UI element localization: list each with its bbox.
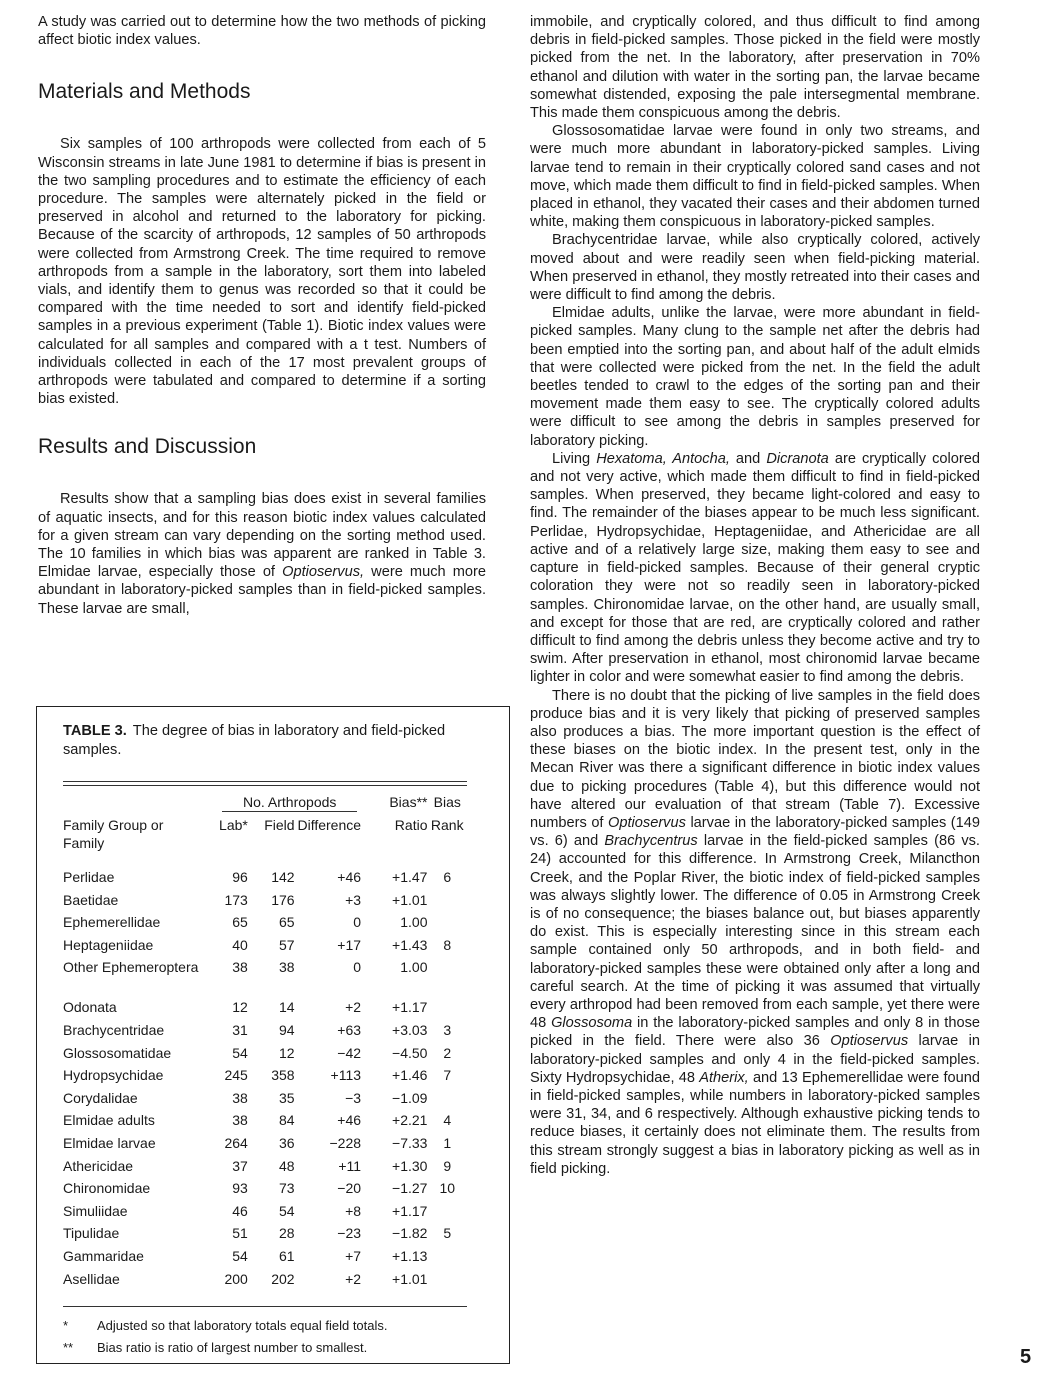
table-row: Perlidae 96 142 +46 +1.47 6	[63, 869, 452, 885]
right-paragraph-6: There is no doubt that the picking of live samples in the field does produce bias and it is very likely that picking of preserved samples also produces a bias. The more important question is the effect of these biases on the biotic index. In the present test, only in the Mecan River was there a significant difference in biotic index values due to picking procedures (Table 4), but this difference would not have altered our evaluation of that stream (Table 7). Excessive numbers of Optioservus larvae in the laboratory-picked samples (149 vs. 6) and Brachycentrus larvae in the field-picked samples (86 vs. 24) accounted for this difference. In Armstrong Creek, Milancthon Creek, and the Poplar River, the biotic index of field-picked samples was always slightly lower. The difference of 0.05 in Armstrong Creek is of no consequence; the biases balance out, but biases apparently do exist. This is especially interesting since in this stream each sample contained only 50 arthropods, and in both field- and laboratory-picked samples these were obtained only after a long and careful search. At the time of picking it was assumed that virtually every arthropod had been removed from each sample, yet there were 48 Glossosoma in the laboratory-picked samples and only 8 in those picked in the field. There were also 36 Optioservus larvae in laboratory-picked samples and only 4 in the field-picked samples. Sixty Hydropsychidae, 48 Atherix, and 13 Ephemerellidae were found in field-picked samples, while numbers in laboratory-picked samples were 31, 34, and 6 respectively. Although exhaustive picking tends to reduce biases, it certainly does not eliminate them. The results from this stream strongly suggest a bias in laboratory picking as well as in field picking.	[530, 687, 981, 1177]
results-italic-optioservus: Optioservus,	[282, 564, 365, 581]
table-row: Odonata 12 14 +2 +1.17	[63, 999, 428, 1016]
page-number: 5	[1020, 1346, 1032, 1368]
methods-paragraph: Six samples of 100 arthropods were collected from each of 5 Wisconsin streams in late June 1981 to determine if bias is present in the two sampling procedures and to estimate the efficiency of each procedure. The samples were alternately picked in the field or preserved in alcohol and returned to the laboratory for picking. Because of the scarcity of arthropods, 12 samples of 50 arthropods were collected from Armstrong Creek. The time required to remove arthropods from a sample in the laboratory, sort them into labeled vials, and identify them to genus was recorded so that it could be compared with the time needed to sort and identify field-picked samples in a previous experiment (Table 1). Biotic index values were calculated for all samples and compared with a t test. Numbers of individuals collected in each of the 17 most prevalent groups of arthropods were tabulated and compared to determine if a sorting bias existed.	[38, 136, 486, 408]
table-row: Glossosomatidae 54 12 −42 −4.50 2	[63, 1044, 452, 1061]
results-paragraph	[38, 490, 486, 617]
table-row: Elmidae adults 38 84 +46 +2.21 4	[63, 1112, 452, 1129]
table-bottom-rule	[63, 1306, 467, 1307]
header-no-arthropods: No. Arthropods	[222, 793, 357, 812]
table-row: Baetidae 173 176 +3 +1.01	[63, 891, 428, 908]
header-bias-top: Bias**	[389, 794, 428, 810]
results-text-b: were much more abundant in laboratory-picked samples than in field-picked samples. These larvae are small,	[38, 564, 486, 617]
footnote-1	[63, 1318, 388, 1334]
footnote-2-mark: **	[63, 1340, 74, 1355]
footnote-2-text: Bias ratio is ratio of largest number to smallest.	[97, 1340, 368, 1355]
table-row: Tipulidae 51 28 −23 −1.82 5	[63, 1225, 452, 1242]
table-row: Hydropsychidae 245 358 +113 +1.46 7	[63, 1067, 452, 1084]
table-top-rule	[63, 781, 467, 782]
table-row: Simuliidae 46 54 +8 +1.17	[63, 1202, 428, 1219]
footnote-1-text: Adjusted so that laboratory totals equal field totals.	[97, 1318, 388, 1333]
header-lab: Lab*	[219, 817, 248, 833]
header-difference: Difference	[297, 817, 362, 833]
table-3-box	[36, 706, 510, 1364]
table-row: Other Ephemeroptera 38 38 0 1.00	[63, 959, 428, 976]
right-paragraph-5: Living Hexatoma, Antocha, and Dicranota are cryptically colored and not very active, which made them difficult to find in field-picked samples. When preserved, they became light-colored and easy to find. The remainder of the biases appear to be much less significant. Perlidae, Hydropsychidae, Heptageniidae, and Athericidae are all active and of a relatively large size, making them easy to see and capture in field-picked samples. Because of their general cryptic coloration they were not so readily seen in laboratory-picked samples. Chironomidae larvae, on the other hand, are usually small, and except for those that are red, are cryptically colored and rather difficult to find among the debris unless they become active and try to swim. After preservation in ethanol, most chironomid larvae became lighter in color and were somewhat easier to find among the debris.	[530, 450, 980, 686]
table-row: Heptageniidae 40 57 +17 +1.43 8	[63, 936, 452, 953]
table-3-caption-text: The degree of bias in laboratory and field-picked samples.	[63, 723, 446, 758]
table-row: Corydalidae 38 35 −3 −1.09	[63, 1089, 428, 1106]
table-row: Gammaridae 54 61 +7 +1.13	[63, 1247, 428, 1264]
right-paragraph-1: immobile, and cryptically colored, and thus difficult to find among debris in field-picked samples. Those picked in the field were mostly picked from the net. In the laboratory, after preservation in 70% ethanol and dilution with water in the sorting pan, the larvae became somewhat distended, exposing the pale intersegmental membrane. This made them conspicuous among the debris.	[530, 14, 980, 122]
table-row: Athericidae 37 48 +11 +1.30 9	[63, 1157, 452, 1174]
heading-results-discussion: Results and Discussion	[38, 435, 257, 459]
table-3-caption	[63, 722, 483, 760]
header-rank: Rank	[430, 817, 464, 833]
intro-paragraph: A study was carried out to determine how the two methods of picking affect biotic index values.	[38, 14, 486, 49]
table-3-data	[63, 793, 467, 1292]
footnote-2	[63, 1340, 367, 1356]
results-text-a: Results show that a sampling bias does exist in several families of aquatic insects, and for this reason biotic index values calculated for a given stream can vary depending on the sorting method used. The 10 families in which bias was apparent are ranked in Table 3. Elmidae larvae, especially those of	[38, 491, 486, 581]
header-ratio: Ratio	[394, 817, 428, 833]
heading-materials-methods: Materials and Methods	[38, 80, 251, 104]
table-row: Ephemerellidae 65 65 0 1.00	[63, 914, 428, 931]
right-paragraph-3: Brachycentridae larvae, while also cryptically colored, actively moved about and were readily seen when field-picking material. When preserved in ethanol, they mostly retreated into their cases and were difficult to find among the debris.	[530, 232, 980, 304]
header-family: Family Group or Family	[63, 817, 164, 851]
table-header-row-1	[63, 793, 467, 812]
footnote-1-mark: *	[63, 1318, 69, 1333]
table-top-rule-2	[63, 785, 467, 786]
table-row: Asellidae 200 202 +2 +1.01	[63, 1270, 428, 1287]
table-row: Chironomidae 93 73 −20 −1.27 10	[63, 1180, 456, 1197]
table-row: Elmidae larvae 264 36 −228 −7.33 1	[63, 1134, 452, 1151]
table-3-label: TABLE 3.	[63, 723, 127, 739]
table-row: Brachycentridae 31 94 +63 +3.03 3	[63, 1021, 452, 1038]
right-column	[530, 13, 980, 1178]
left-column	[38, 13, 486, 618]
right-paragraph-2: Glossosomatidae larvae were found in only two streams, and were much more abundant in laboratory-picked samples. Living larvae tend to remain in their cryptically colored sand cases and not move, which made them difficult to find in field-picked samples. When placed in ethanol, they vacated their cases and their abdomen turned white, making them conspicuous in laboratory-picked samples.	[530, 123, 980, 231]
table-header-row-2	[63, 812, 467, 868]
right-paragraph-4: Elmidae adults, unlike the larvae, were more abundant in field-picked samples. Many clung to the sample net after the debris had been emptied into the sorting pan, and about half of the adult elmids that were collected were picked from the net. In the field the adult beetles tended to crawl to the edges of the sorting pan and their movement made them easy to see. The cryptically colored adults were difficult to see among the debris in samples preserved for laboratory picking.	[530, 305, 980, 449]
header-field: Field	[264, 817, 295, 833]
header-bias-rank-top: Bias	[433, 794, 461, 810]
